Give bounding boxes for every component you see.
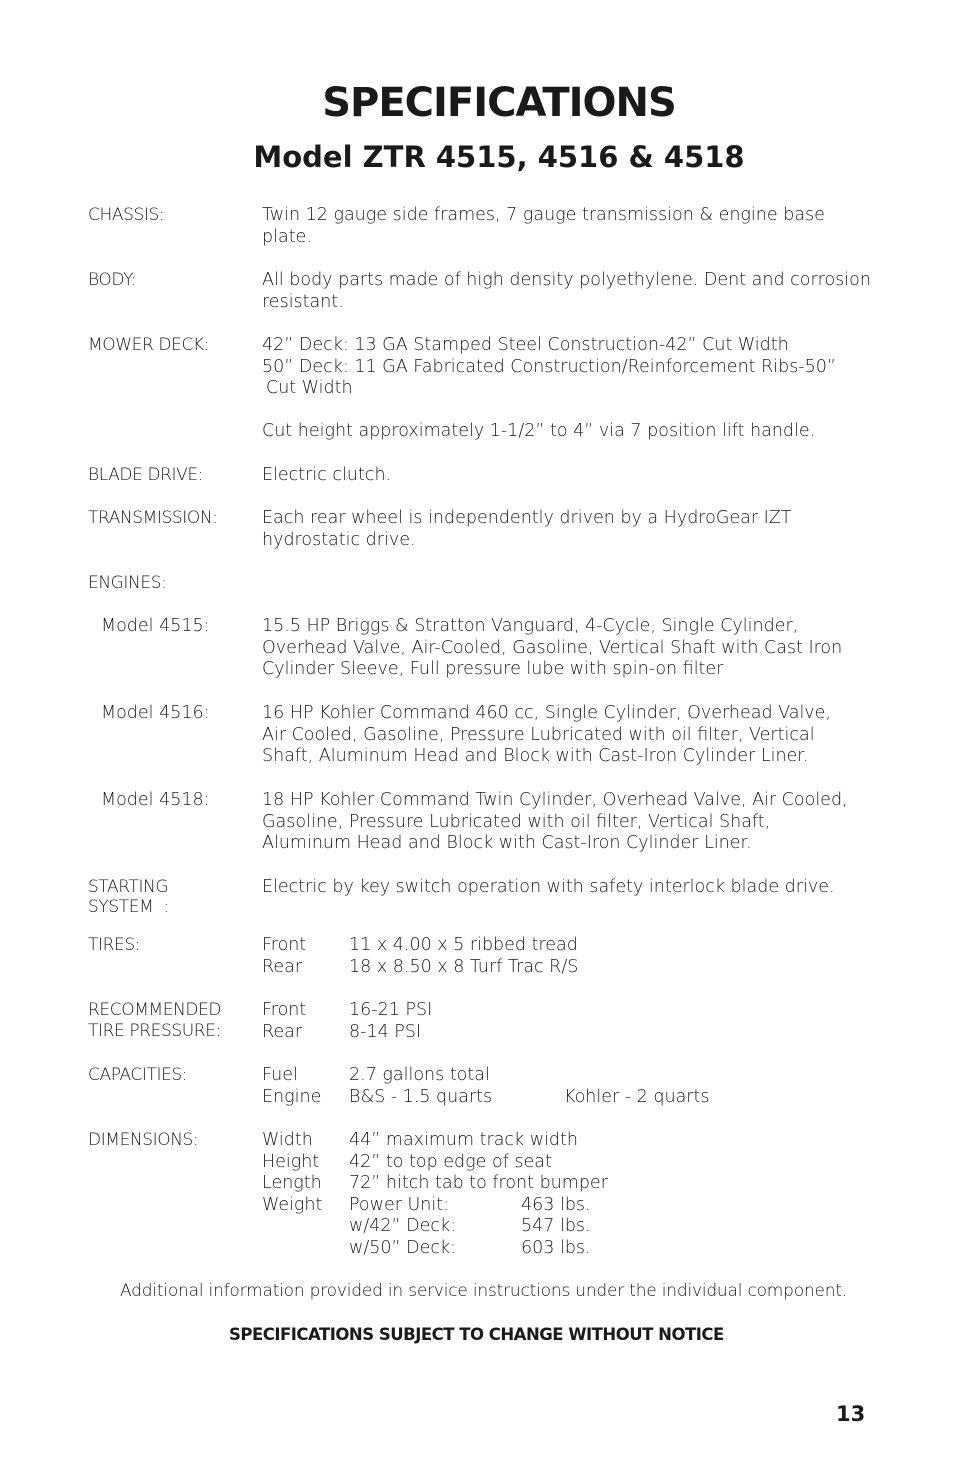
tires-rear-value: 18 x 8.50 x 8 Turf Trac R/S: [349, 956, 579, 977]
pressure-label-1: RECOMMENDED: [88, 1000, 222, 1020]
mower-deck-line-3: Cut Width: [266, 378, 353, 399]
engine-4515-line-2: Overhead Valve, Air-Cooled, Gasoline, Vertical Shaft with Cast Iron: [262, 637, 843, 658]
mower-deck-cut-height: Cut height approximately 1-1/2” to 4” via 7 position lift handle.: [262, 421, 816, 441]
pressure-rear-value: 8-14 PSI: [349, 1021, 422, 1042]
dimensions-width-value: 44” maximum track width: [349, 1130, 578, 1150]
engine-4518-label: Model 4518:: [101, 790, 210, 810]
pressure-front-value: 16-21 PSI: [349, 1000, 433, 1020]
mower-deck-label: MOWER DECK:: [88, 335, 209, 355]
engines-label: ENGINES:: [88, 573, 167, 593]
transmission-line-1: Each rear wheel is independently driven by a HydroGear IZT: [262, 508, 792, 528]
dimensions-height-key: Height: [262, 1151, 320, 1172]
tires-front-value: 11 x 4.00 x 5 ribbed tread: [349, 935, 578, 955]
chassis-label: CHASSIS:: [88, 205, 165, 225]
dimensions-height-value: 42” to top edge of seat: [349, 1151, 552, 1172]
tires-front-key: Front: [262, 935, 307, 955]
weight-power-unit-key: Power Unit:: [349, 1194, 449, 1215]
engine-4516-line-1: 16 HP Kohler Command 460 cc, Single Cylinder, Overhead Valve,: [262, 703, 831, 723]
capacities-fuel-value: 2.7 gallons total: [349, 1065, 490, 1085]
engine-4515-line-3: Cylinder Sleeve, Full pressure lube with spin-on filter: [262, 659, 724, 680]
pressure-rear-key: Rear: [262, 1021, 303, 1042]
starting-label-1: STARTING: [88, 877, 169, 897]
mower-deck-line-1: 42” Deck: 13 GA Stamped Steel Construction-42” Cut Width: [262, 335, 789, 355]
capacities-engine-value-kohler: Kohler - 2 quarts: [564, 1086, 710, 1107]
engine-4515-line-1: 15.5 HP Briggs & Stratton Vanguard, 4-Cycle, Single Cylinder,: [262, 616, 799, 636]
page-title: SPECIFICATIONS: [322, 80, 676, 126]
capacities-engine-key: Engine: [262, 1086, 322, 1107]
page-number: 13: [836, 1402, 866, 1426]
transmission-line-2: hydrostatic drive.: [262, 529, 416, 550]
body-line-2: resistant.: [262, 291, 344, 312]
pressure-label-2: TIRE PRESSURE:: [88, 1021, 221, 1041]
weight-42-deck-value: 547 lbs.: [521, 1216, 591, 1237]
blade-drive-label: BLADE DRIVE:: [88, 465, 204, 485]
engine-4516-line-3: Shaft, Aluminum Head and Block with Cast-Iron Cylinder Liner.: [262, 746, 809, 767]
engine-4516-line-2: Air Cooled, Gasoline, Pressure Lubricated with oil filter, Vertical: [262, 724, 815, 745]
weight-50-deck-key: w/50” Deck:: [349, 1238, 456, 1258]
engine-4518-line-2: Gasoline, Pressure Lubricated with oil filter, Vertical Shaft,: [262, 811, 771, 832]
engine-4515-label: Model 4515:: [101, 616, 210, 636]
engine-4518-line-1: 18 HP Kohler Command Twin Cylinder, Overhead Valve, Air Cooled,: [262, 790, 848, 810]
tires-rear-key: Rear: [262, 956, 303, 977]
starting-label-2: SYSTEM :: [88, 897, 169, 917]
blade-drive-value: Electric clutch.: [262, 465, 392, 485]
chassis-line-1: Twin 12 gauge side frames, 7 gauge transmission & engine base: [262, 205, 825, 225]
body-label: BODY:: [88, 270, 137, 290]
dimensions-width-key: Width: [262, 1130, 313, 1150]
dimensions-length-key: Length: [262, 1173, 322, 1194]
engine-4516-label: Model 4516:: [101, 703, 210, 723]
mower-deck-line-2: 50” Deck: 11 GA Fabricated Construction/Reinforcement Ribs-50”: [262, 356, 836, 377]
dimensions-weight-key: Weight: [262, 1194, 323, 1215]
weight-50-deck-value: 603 lbs.: [521, 1238, 591, 1258]
transmission-label: TRANSMISSION:: [88, 508, 218, 528]
chassis-line-2: plate.: [262, 226, 312, 247]
dimensions-length-value: 72” hitch tab to front bumper: [349, 1173, 608, 1194]
capacities-fuel-key: Fuel: [262, 1065, 298, 1085]
starting-value: Electric by key switch operation with safety interlock blade drive.: [262, 877, 835, 897]
pressure-front-key: Front: [262, 1000, 307, 1020]
engine-4518-line-3: Aluminum Head and Block with Cast-Iron Cylinder Liner.: [262, 833, 752, 854]
body-line-1: All body parts made of high density polyethylene. Dent and corrosion: [262, 270, 871, 290]
additional-info-note: Additional information provided in service instructions under the individual component.: [120, 1281, 848, 1301]
weight-power-unit-value: 463 lbs.: [521, 1194, 591, 1215]
change-notice: SPECIFICATIONS SUBJECT TO CHANGE WITHOUT NOTICE: [229, 1325, 724, 1344]
weight-42-deck-key: w/42” Deck:: [349, 1216, 456, 1237]
page-subtitle: Model ZTR 4515, 4516 & 4518: [253, 140, 745, 174]
tires-label: TIRES:: [88, 935, 141, 955]
dimensions-label: DIMENSIONS:: [88, 1130, 199, 1150]
capacities-label: CAPACITIES:: [88, 1065, 188, 1085]
capacities-engine-value: B&S - 1.5 quarts: [349, 1086, 493, 1107]
